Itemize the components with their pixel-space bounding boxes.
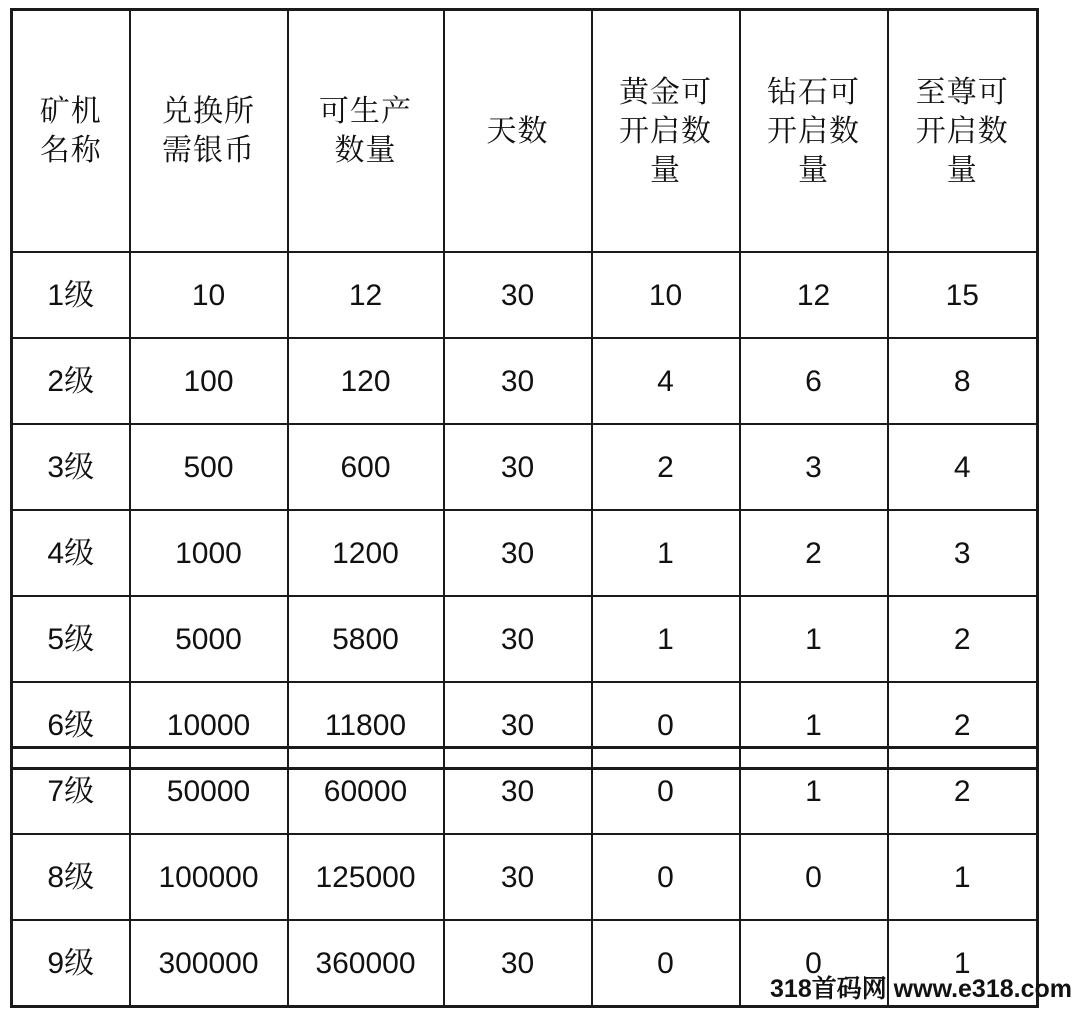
cell-gold-open-count: 0 (592, 682, 740, 769)
table-row (12, 338, 1038, 424)
cell-diamond-open-count: 1 (740, 596, 888, 682)
cell-diamond-open-count: 0 (740, 834, 888, 920)
column-header-machine-name (12, 10, 130, 253)
header-line: 开启数 (619, 114, 712, 148)
cell-output-amount: 120 (288, 338, 444, 424)
header-line: 量 (650, 153, 681, 187)
cell-days: 30 (444, 338, 592, 424)
table-header (12, 10, 1038, 253)
header-line: 可生产 (319, 95, 412, 128)
cell-supreme-open-count: 3 (888, 510, 1038, 596)
header-line: 名称 (39, 134, 102, 167)
cell-machine-name: 6级 (12, 682, 130, 769)
header-line: 至尊可 (915, 75, 1009, 109)
cell-diamond-open-count: 3 (740, 424, 888, 510)
table-row (12, 834, 1038, 920)
cell-silver-cost: 100 (130, 338, 288, 424)
cell-machine-name: 9级 (12, 920, 130, 1007)
cell-supreme-open-count: 2 (888, 748, 1038, 835)
cell-gold-open-count: 10 (592, 252, 740, 338)
column-header-days (444, 10, 592, 253)
cell-silver-cost: 5000 (130, 596, 288, 682)
cell-output-amount: 5800 (288, 596, 444, 682)
column-header-silver-cost (130, 10, 288, 253)
cell-days: 30 (444, 748, 592, 835)
cell-output-amount: 360000 (288, 920, 444, 1007)
cell-output-amount: 1200 (288, 510, 444, 596)
cell-days: 30 (444, 510, 592, 596)
table-body-main (12, 252, 1038, 769)
column-header-output-amount (288, 10, 444, 253)
header-line: 钻石可 (767, 75, 860, 109)
table-row (12, 510, 1038, 596)
cell-days: 30 (444, 596, 592, 682)
cell-supreme-open-count: 1 (888, 920, 1038, 1007)
cell-silver-cost: 500 (130, 424, 288, 510)
cell-output-amount: 60000 (288, 748, 444, 835)
header-line: 量 (946, 153, 978, 187)
cell-gold-open-count: 1 (592, 596, 740, 682)
header-line: 开启数 (767, 114, 860, 148)
cell-machine-name: 3级 (12, 424, 130, 510)
miner-table-main (10, 8, 1039, 770)
table-row (12, 748, 1038, 835)
cell-diamond-open-count: 12 (740, 252, 888, 338)
cell-silver-cost: 300000 (130, 920, 288, 1007)
cell-supreme-open-count: 2 (888, 596, 1038, 682)
cell-gold-open-count: 0 (592, 920, 740, 1007)
cell-diamond-open-count: 6 (740, 338, 888, 424)
site-watermark: 318首码网 www.e318.com (770, 975, 1072, 1003)
table-body-continued (12, 748, 1038, 1007)
cell-machine-name: 8级 (12, 834, 130, 920)
table-row (12, 252, 1038, 338)
cell-supreme-open-count: 2 (888, 682, 1038, 769)
cell-days: 30 (444, 424, 592, 510)
table-row (12, 596, 1038, 682)
cell-supreme-open-count: 4 (888, 424, 1038, 510)
cell-machine-name: 2级 (12, 338, 130, 424)
cell-diamond-open-count: 0 (740, 920, 888, 1007)
header-line: 天数 (486, 114, 549, 148)
column-header-diamond-open-count (740, 10, 888, 253)
cell-silver-cost: 50000 (130, 748, 288, 835)
header-line: 开启数 (915, 114, 1009, 148)
cell-days: 30 (444, 920, 592, 1007)
cell-output-amount: 125000 (288, 834, 444, 920)
header-line: 需银币 (162, 134, 255, 167)
cell-silver-cost: 100000 (130, 834, 288, 920)
header-line: 兑换所 (162, 95, 255, 128)
cell-machine-name: 5级 (12, 596, 130, 682)
cell-diamond-open-count: 1 (740, 748, 888, 835)
header-line: 数量 (334, 134, 397, 167)
cell-days: 30 (444, 252, 592, 338)
cell-machine-name: 7级 (12, 748, 130, 835)
cell-gold-open-count: 0 (592, 834, 740, 920)
cell-diamond-open-count: 2 (740, 510, 888, 596)
cell-output-amount: 11800 (288, 682, 444, 769)
cell-gold-open-count: 0 (592, 748, 740, 835)
cell-silver-cost: 10000 (130, 682, 288, 769)
cell-days: 30 (444, 682, 592, 769)
cell-machine-name: 1级 (12, 252, 130, 338)
cell-silver-cost: 10 (130, 252, 288, 338)
cell-gold-open-count: 4 (592, 338, 740, 424)
cell-gold-open-count: 1 (592, 510, 740, 596)
table-row (12, 424, 1038, 510)
cell-diamond-open-count: 1 (740, 682, 888, 769)
cell-output-amount: 12 (288, 252, 444, 338)
header-line: 量 (798, 153, 829, 187)
cell-supreme-open-count: 8 (888, 338, 1038, 424)
header-line: 黄金可 (619, 75, 712, 109)
cell-days: 30 (444, 834, 592, 920)
cell-gold-open-count: 2 (592, 424, 740, 510)
header-line: 矿机 (39, 95, 102, 128)
table-header-row (12, 10, 1038, 253)
cell-silver-cost: 1000 (130, 510, 288, 596)
cell-machine-name: 4级 (12, 510, 130, 596)
cell-supreme-open-count: 1 (888, 834, 1038, 920)
column-header-gold-open-count (592, 10, 740, 253)
cell-supreme-open-count: 15 (888, 252, 1038, 338)
column-header-supreme-open-count (888, 10, 1038, 253)
cell-output-amount: 600 (288, 424, 444, 510)
